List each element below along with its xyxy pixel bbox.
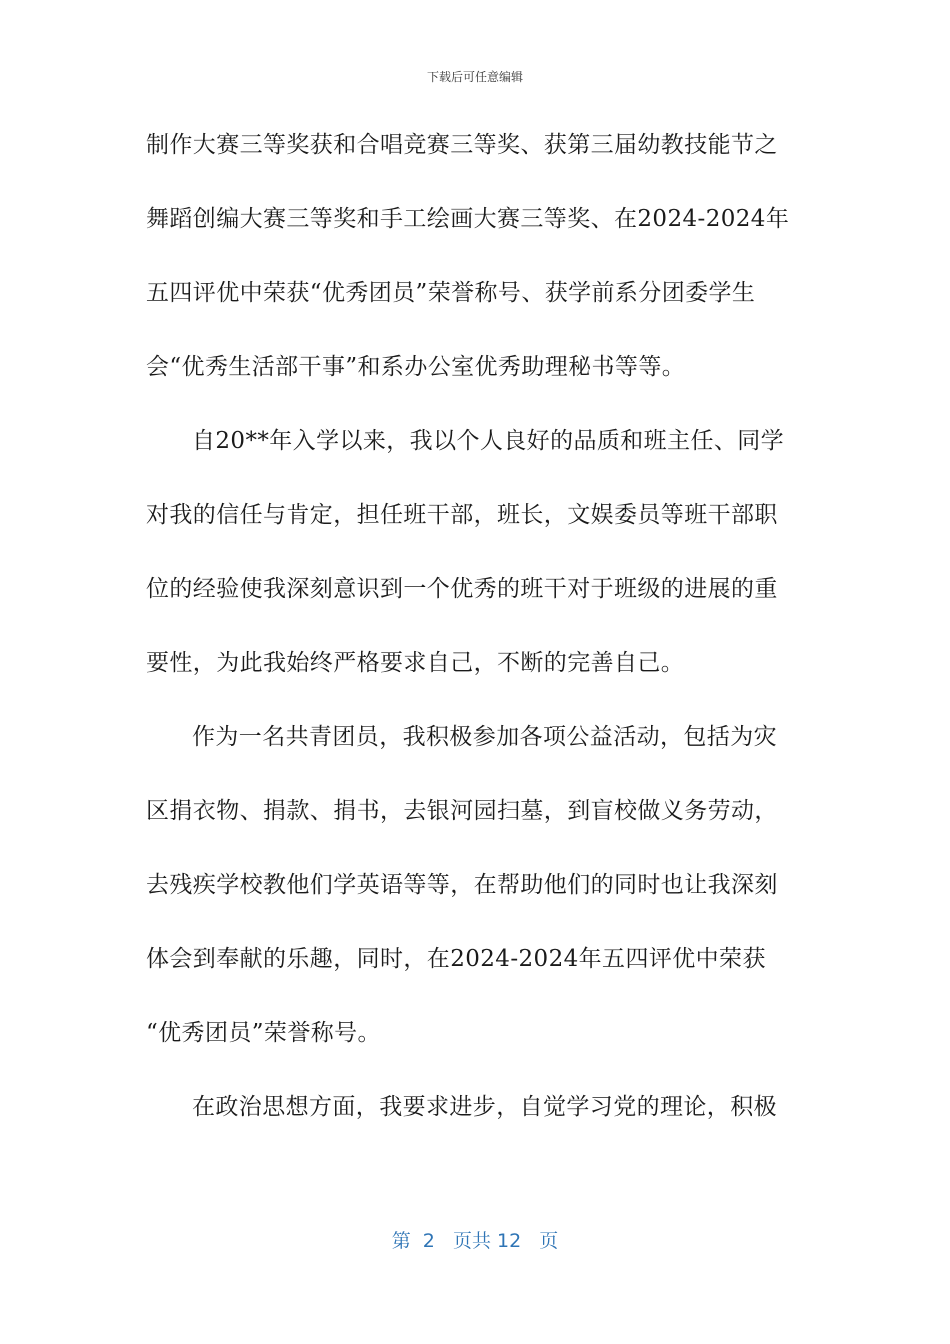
text-line-4: 会“优秀生活部干事”和系办公室优秀助理秘书等等。 (146, 354, 686, 380)
paragraph-start-line: 作为一名共青团员，我积极参加各项公益活动，包括为灾 (192, 724, 777, 750)
header-note: 下载后可任意编辑 (426, 70, 523, 84)
text-line-3: 五四评优中荣获“优秀团员”荣誉称号、获学前系分团委学生 (146, 280, 756, 306)
paragraph-start-line: 在政治思想方面，我要求进步，自觉学习党的理论，积极 (192, 1094, 777, 1120)
text-line-11: 去残疾学校教他们学英语等等，在帮助他们的同时也让我深刻 (146, 872, 778, 898)
page-number-footer (0, 1226, 950, 1253)
document-body (146, 125, 796, 1161)
text-line-8: 要性，为此我始终严格要求自己，不断的完善自己。 (146, 650, 685, 676)
text-line-7: 位的经验使我深刻意识到一个优秀的班干对于班级的进展的重 (146, 576, 778, 602)
page-number-text: 第 2 页共 12 页 (391, 1230, 559, 1252)
paragraph-start-line: 自20**年入学以来，我以个人良好的品质和班主任、同学 (192, 428, 785, 454)
text-line-12: 体会到奉献的乐趣，同时，在2024-2024年五四评优中荣获 (146, 946, 766, 972)
text-line-1: 制作大赛三等奖获和合唱竞赛三等奖、获第三届幼教技能节之 (146, 132, 778, 158)
text-line-13: “优秀团员”荣誉称号。 (146, 1020, 381, 1046)
text-line-10: 区捐衣物、捐款、捐书，去银河园扫墓，到盲校做义务劳动， (146, 798, 778, 824)
text-line-6: 对我的信任与肯定，担任班干部，班长，文娱委员等班干部职 (146, 502, 778, 528)
text-line-2: 舞蹈创编大赛三等奖和手工绘画大赛三等奖、在2024-2024年 (146, 206, 790, 232)
